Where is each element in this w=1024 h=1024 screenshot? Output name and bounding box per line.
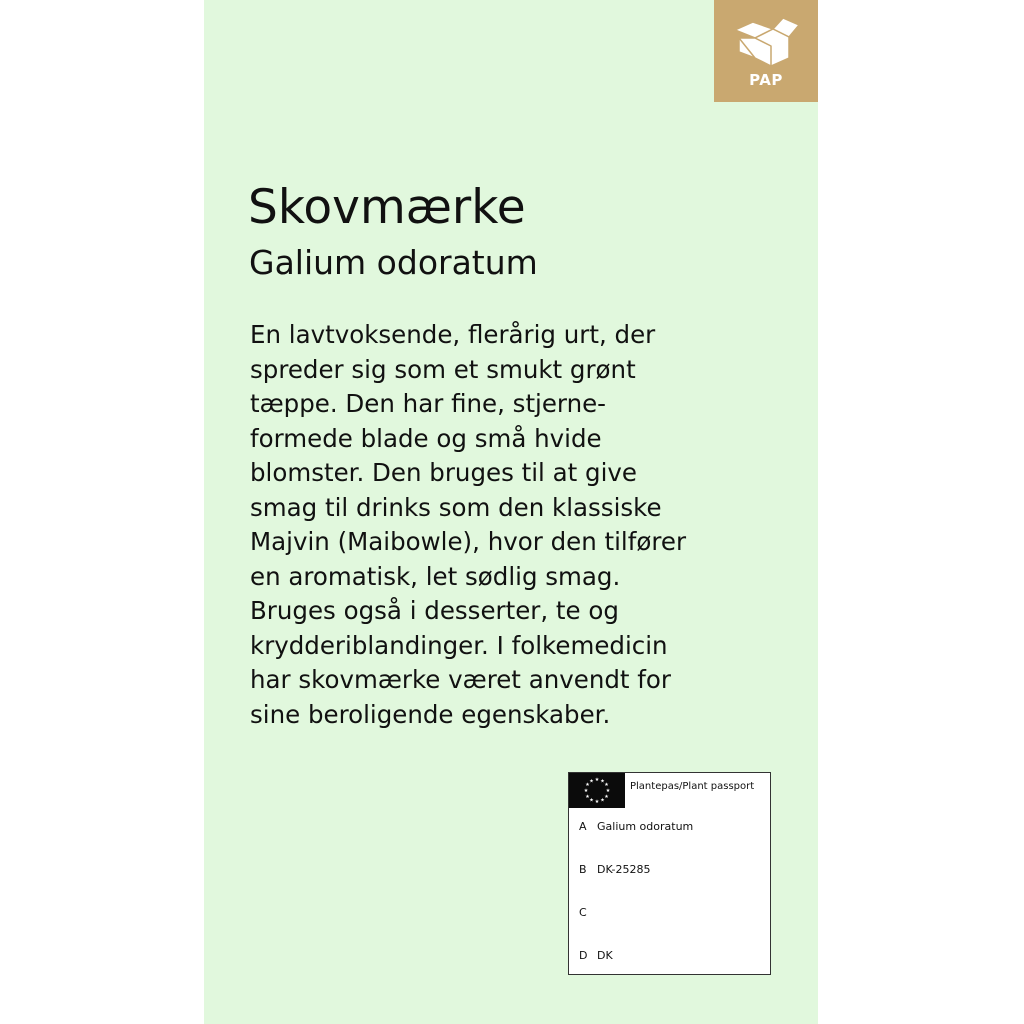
svg-text:★: ★ (600, 778, 605, 785)
description-line: blomster. Den bruges til at give (250, 458, 637, 487)
description-line: sine beroligende egenskaber. (250, 699, 611, 729)
passport-value: DK (597, 949, 613, 962)
passport-title: Plantepas/Plant passport (630, 781, 755, 792)
svg-text:★: ★ (604, 794, 609, 800)
svg-text:★: ★ (600, 797, 605, 804)
passport-value: Galium odoratum (597, 820, 694, 833)
svg-text:★: ★ (583, 788, 589, 794)
description-line: formede blade og små hvide (250, 423, 602, 453)
description-line: en aromatisk, let sødlig smag. (250, 561, 621, 591)
passport-code: B (579, 863, 587, 876)
svg-text:★: ★ (604, 782, 609, 788)
description-line: smag til drinks som den klassiske (250, 492, 662, 522)
latin-name: Galium odoratum (249, 243, 538, 282)
description-line: spreder sig som et smukt grønt (250, 354, 636, 384)
description-line: krydderiblandinger. I folkemedicin (250, 630, 668, 660)
plant-passport (568, 772, 771, 975)
passport-row-a (579, 820, 693, 833)
passport-code: C (579, 906, 587, 919)
plant-description (250, 318, 780, 732)
recycling-badge (714, 0, 818, 102)
badge-label: PAP (749, 71, 783, 89)
svg-text:★: ★ (594, 777, 600, 783)
svg-text:★: ★ (585, 782, 590, 788)
svg-text:★: ★ (594, 799, 600, 805)
svg-text:★: ★ (589, 797, 594, 804)
description-line: tæppe. Den har fine, stjerne- (250, 389, 607, 418)
passport-value: DK-25285 (597, 863, 651, 876)
plant-title: Skovmærke (248, 180, 526, 235)
eu-flag-icon (569, 773, 625, 808)
passport-row-b (579, 863, 651, 876)
box-icon (731, 16, 801, 68)
passport-row-c (579, 906, 597, 919)
passport-code: D (579, 949, 588, 962)
description-line: Majvin (Maibowle), hvor den tilfører (250, 527, 687, 556)
svg-text:★: ★ (585, 794, 590, 800)
svg-text:★: ★ (589, 778, 594, 785)
passport-code: A (579, 820, 587, 833)
description-line: Bruges også i desserter, te og (250, 596, 619, 625)
passport-row-d (579, 949, 613, 962)
svg-text:★: ★ (605, 788, 611, 794)
description-line: har skovmærke været anvendt for (250, 665, 671, 694)
description-line: En lavtvoksende, flerårig urt, der (250, 320, 656, 349)
